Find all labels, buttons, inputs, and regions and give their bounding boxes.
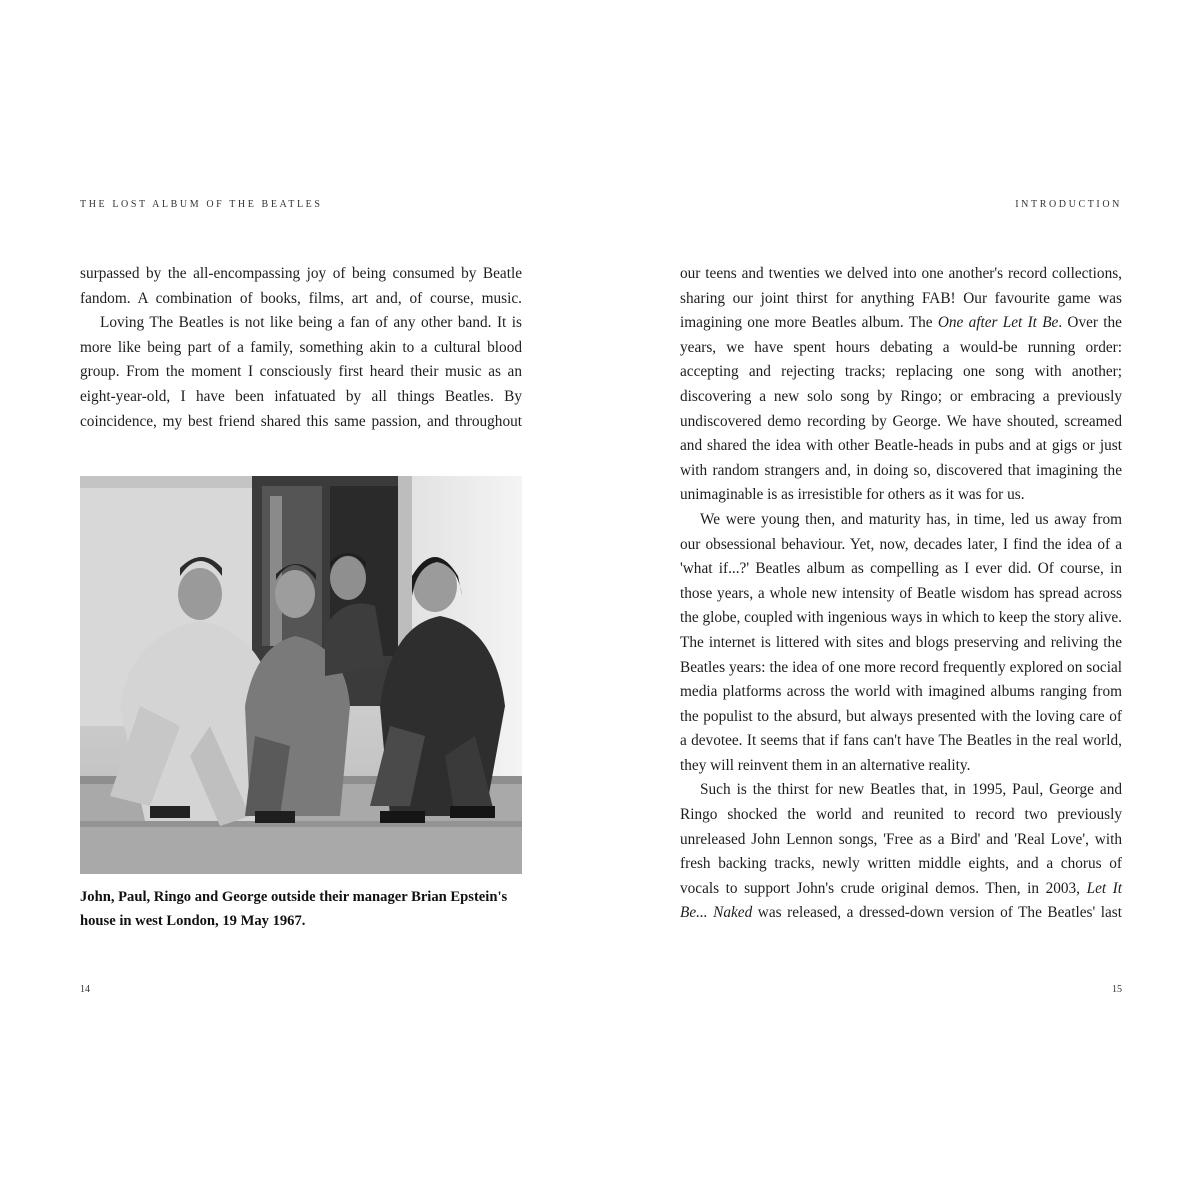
- running-head-left: THE LOST ALBUM OF THE BEATLES: [80, 199, 323, 210]
- paragraph: [680, 778, 1122, 926]
- right-text-block: [680, 262, 1122, 926]
- page-number-right: 15: [1112, 984, 1122, 995]
- italic-title: Let It Be... Naked: [680, 879, 1123, 922]
- paragraph-text: was released, a dressed-down version of The Beatles' last: [752, 904, 1122, 922]
- paragraph-text: . Over the years, we have spent hours debating a would-be running order: accepting and rejecting tracks; replacing one song with another; discovering a new solo song by Ringo; or embracing a previously undiscovered demo recording by George. We have shouted, screamed and shared the idea with other Beatle-heads in pubs and at gigs or just with random strangers and, in doing so, discovered that imagining the unimaginable is as irresistible for others as it was for us.: [680, 314, 1122, 504]
- paragraph: surpassed by the all-encompassing joy of being consumed by Beatle fandom. A combination of books, films, art and, of course, music.: [80, 265, 522, 307]
- left-text-block: [80, 262, 522, 434]
- paragraph: [680, 262, 1122, 508]
- running-head-right: INTRODUCTION: [1015, 199, 1122, 210]
- paragraph: We were young then, and maturity has, in time, led us away from our obsessional behaviour. Yet, now, decades later, I find the idea of a 'what if...?' Beatles album as compelling as I ever did. Of course, in those years, a whole new intensity of Beatle wisdom has spread across the globe, coupled with ingenious ways in which to keep the story alive. The internet is littered with sites and blogs preserving and reliving the Beatles years: the idea of one more record frequently explored on social media platforms across the world with imagined albums ranging from the populist to the absurd, but always presented with the loving care of a devotee. It seems that if fans can't have The Beatles in the real world, they will reinvent them in an alternative reality.: [680, 510, 1122, 774]
- paragraph-text: our teens and twenties we delved into one another's record collections, sharing our joint thirst for anything FAB! Our favourite game was imagining one more Beatles album. The: [680, 265, 1122, 332]
- paragraph-text: Such is the thirst for new Beatles that, in 1995, Paul, George and Ringo shocked the world and reunited to record two previously unreleased John Lennon songs, 'Free as a Bird' and 'Real Love', with fresh backing tracks, newly written middle eights, and a chorus of vocals to support John's crude original demos. Then, in 2003,: [680, 781, 1122, 897]
- photo-caption: John, Paul, Ringo and George outside their manager Brian Epstein's house in west London, 19 May 1967.: [80, 889, 508, 929]
- italic-title: One after Let It Be: [937, 314, 1059, 332]
- paragraph: Loving The Beatles is not like being a fan of any other band. It is more like being part of a family, something akin to a cultural blood group. From the moment I consciously first heard their music as an eight-year-old, I have been infatuated by all things Beatles. By coincidence, my best friend shared this same passion, and throughout: [80, 314, 522, 430]
- band-photo: [80, 476, 522, 874]
- page-number-left: 14: [80, 984, 90, 995]
- right-page: [600, 0, 1200, 1200]
